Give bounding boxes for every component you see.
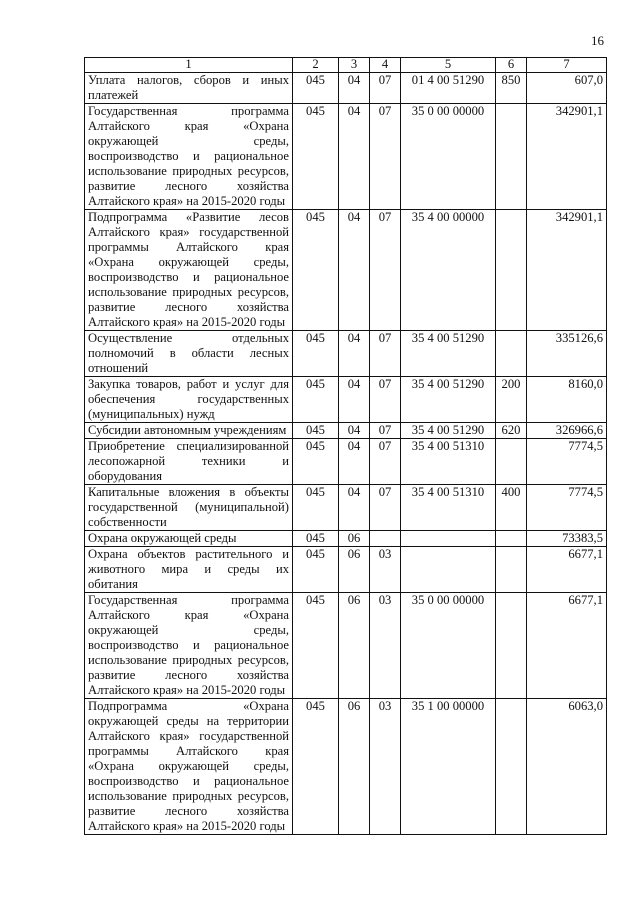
subsection-code-cell: 07 — [370, 423, 401, 439]
expense-type-cell — [496, 547, 527, 593]
target-article-cell: 35 4 00 51290 — [401, 377, 496, 423]
table-row — [85, 73, 607, 104]
amount-cell: 73383,5 — [527, 531, 607, 547]
table-row — [85, 439, 607, 485]
grbs-code-cell: 045 — [293, 439, 339, 485]
subsection-code-cell: 07 — [370, 104, 401, 210]
amount-cell: 6063,0 — [527, 699, 607, 835]
section-code-cell: 04 — [339, 210, 370, 331]
subsection-code-cell: 07 — [370, 73, 401, 104]
amount-cell: 8160,0 — [527, 377, 607, 423]
table-row — [85, 423, 607, 439]
amount-cell: 326966,6 — [527, 423, 607, 439]
target-article-cell: 01 4 00 51290 — [401, 73, 496, 104]
subsection-code-cell: 03 — [370, 593, 401, 699]
subsection-code-cell: 03 — [370, 547, 401, 593]
section-code-cell: 04 — [339, 485, 370, 531]
grbs-code-cell: 045 — [293, 423, 339, 439]
column-header: 1 — [85, 58, 293, 73]
target-article-cell: 35 1 00 00000 — [401, 699, 496, 835]
amount-cell: 342901,1 — [527, 104, 607, 210]
grbs-code-cell: 045 — [293, 210, 339, 331]
expense-type-cell: 620 — [496, 423, 527, 439]
table-row — [85, 377, 607, 423]
item-name-cell: Подпрограмма «Развитие лесов Алтайского края» государственной программы Алтайского края «Охрана окружающей среды, воспроизводство и рациональное использование природных ресурсов, развитие лесного хозяйства Алтайского края» на 2015-2020 годы — [85, 210, 293, 331]
expense-type-cell — [496, 331, 527, 377]
item-name-cell: Охрана объектов растительного и животного мира и среды их обитания — [85, 547, 293, 593]
section-code-cell: 06 — [339, 547, 370, 593]
expense-type-cell — [496, 699, 527, 835]
amount-cell: 6677,1 — [527, 593, 607, 699]
section-code-cell: 06 — [339, 699, 370, 835]
section-code-cell: 06 — [339, 593, 370, 699]
subsection-code-cell: 07 — [370, 485, 401, 531]
page-number: 16 — [591, 33, 604, 48]
column-header: 7 — [527, 58, 607, 73]
column-header: 3 — [339, 58, 370, 73]
grbs-code-cell: 045 — [293, 73, 339, 104]
table-row — [85, 699, 607, 835]
item-name-cell: Охрана окружающей среды — [85, 531, 293, 547]
section-code-cell: 04 — [339, 377, 370, 423]
column-header: 5 — [401, 58, 496, 73]
amount-cell: 607,0 — [527, 73, 607, 104]
grbs-code-cell: 045 — [293, 485, 339, 531]
expense-type-cell: 850 — [496, 73, 527, 104]
table-body — [85, 73, 607, 835]
expense-type-cell — [496, 104, 527, 210]
grbs-code-cell: 045 — [293, 377, 339, 423]
grbs-code-cell: 045 — [293, 547, 339, 593]
grbs-code-cell: 045 — [293, 699, 339, 835]
amount-cell: 7774,5 — [527, 485, 607, 531]
target-article-cell: 35 0 00 00000 — [401, 104, 496, 210]
target-article-cell — [401, 547, 496, 593]
expense-type-cell — [496, 593, 527, 699]
target-article-cell: 35 0 00 00000 — [401, 593, 496, 699]
item-name-cell: Уплата налогов, сборов и иных платежей — [85, 73, 293, 104]
column-header: 6 — [496, 58, 527, 73]
table-row — [85, 210, 607, 331]
table-row — [85, 331, 607, 377]
expense-type-cell — [496, 531, 527, 547]
amount-cell: 342901,1 — [527, 210, 607, 331]
item-name-cell: Государственная программа Алтайского края «Охрана окружающей среды, воспроизводство и рациональное использование природных ресурсов, развитие лесного хозяйства Алтайского края» на 2015-2020 годы — [85, 104, 293, 210]
target-article-cell — [401, 531, 496, 547]
target-article-cell: 35 4 00 00000 — [401, 210, 496, 331]
grbs-code-cell: 045 — [293, 531, 339, 547]
target-article-cell: 35 4 00 51290 — [401, 423, 496, 439]
amount-cell: 6677,1 — [527, 547, 607, 593]
section-code-cell: 04 — [339, 439, 370, 485]
grbs-code-cell: 045 — [293, 593, 339, 699]
item-name-cell: Подпрограмма «Охрана окружающей среды на территории Алтайского края» государственной программы Алтайского края «Охрана окружающей среды, воспроизводство и рациональное использование природных ресурсов, развитие лесного хозяйства Алтайского края» на 2015-2020 годы — [85, 699, 293, 835]
budget-table — [84, 57, 607, 835]
item-name-cell: Субсидии автономным учреждениям — [85, 423, 293, 439]
expense-type-cell: 400 — [496, 485, 527, 531]
table-row — [85, 547, 607, 593]
grbs-code-cell: 045 — [293, 104, 339, 210]
item-name-cell: Осуществление отдельных полномочий в области лесных отношений — [85, 331, 293, 377]
table-row — [85, 531, 607, 547]
subsection-code-cell: 07 — [370, 377, 401, 423]
item-name-cell: Капитальные вложения в объекты государственной (муниципальной) собственности — [85, 485, 293, 531]
table-row — [85, 104, 607, 210]
amount-cell: 7774,5 — [527, 439, 607, 485]
target-article-cell: 35 4 00 51310 — [401, 439, 496, 485]
expense-type-cell: 200 — [496, 377, 527, 423]
column-header: 4 — [370, 58, 401, 73]
item-name-cell: Закупка товаров, работ и услуг для обеспечения государственных (муниципальных) нужд — [85, 377, 293, 423]
section-code-cell: 04 — [339, 104, 370, 210]
amount-cell: 335126,6 — [527, 331, 607, 377]
target-article-cell: 35 4 00 51290 — [401, 331, 496, 377]
item-name-cell: Приобретение специализированной лесопожарной техники и оборудования — [85, 439, 293, 485]
subsection-code-cell: 07 — [370, 331, 401, 377]
item-name-cell: Государственная программа Алтайского края «Охрана окружающей среды, воспроизводство и рациональное использование природных ресурсов, развитие лесного хозяйства Алтайского края» на 2015-2020 годы — [85, 593, 293, 699]
subsection-code-cell: 07 — [370, 439, 401, 485]
table-row — [85, 485, 607, 531]
subsection-code-cell: 07 — [370, 210, 401, 331]
column-header: 2 — [293, 58, 339, 73]
column-number-row — [85, 58, 607, 73]
subsection-code-cell — [370, 531, 401, 547]
section-code-cell: 04 — [339, 331, 370, 377]
table-row — [85, 593, 607, 699]
section-code-cell: 06 — [339, 531, 370, 547]
expense-type-cell — [496, 439, 527, 485]
expense-type-cell — [496, 210, 527, 331]
section-code-cell: 04 — [339, 73, 370, 104]
target-article-cell: 35 4 00 51310 — [401, 485, 496, 531]
grbs-code-cell: 045 — [293, 331, 339, 377]
subsection-code-cell: 03 — [370, 699, 401, 835]
section-code-cell: 04 — [339, 423, 370, 439]
